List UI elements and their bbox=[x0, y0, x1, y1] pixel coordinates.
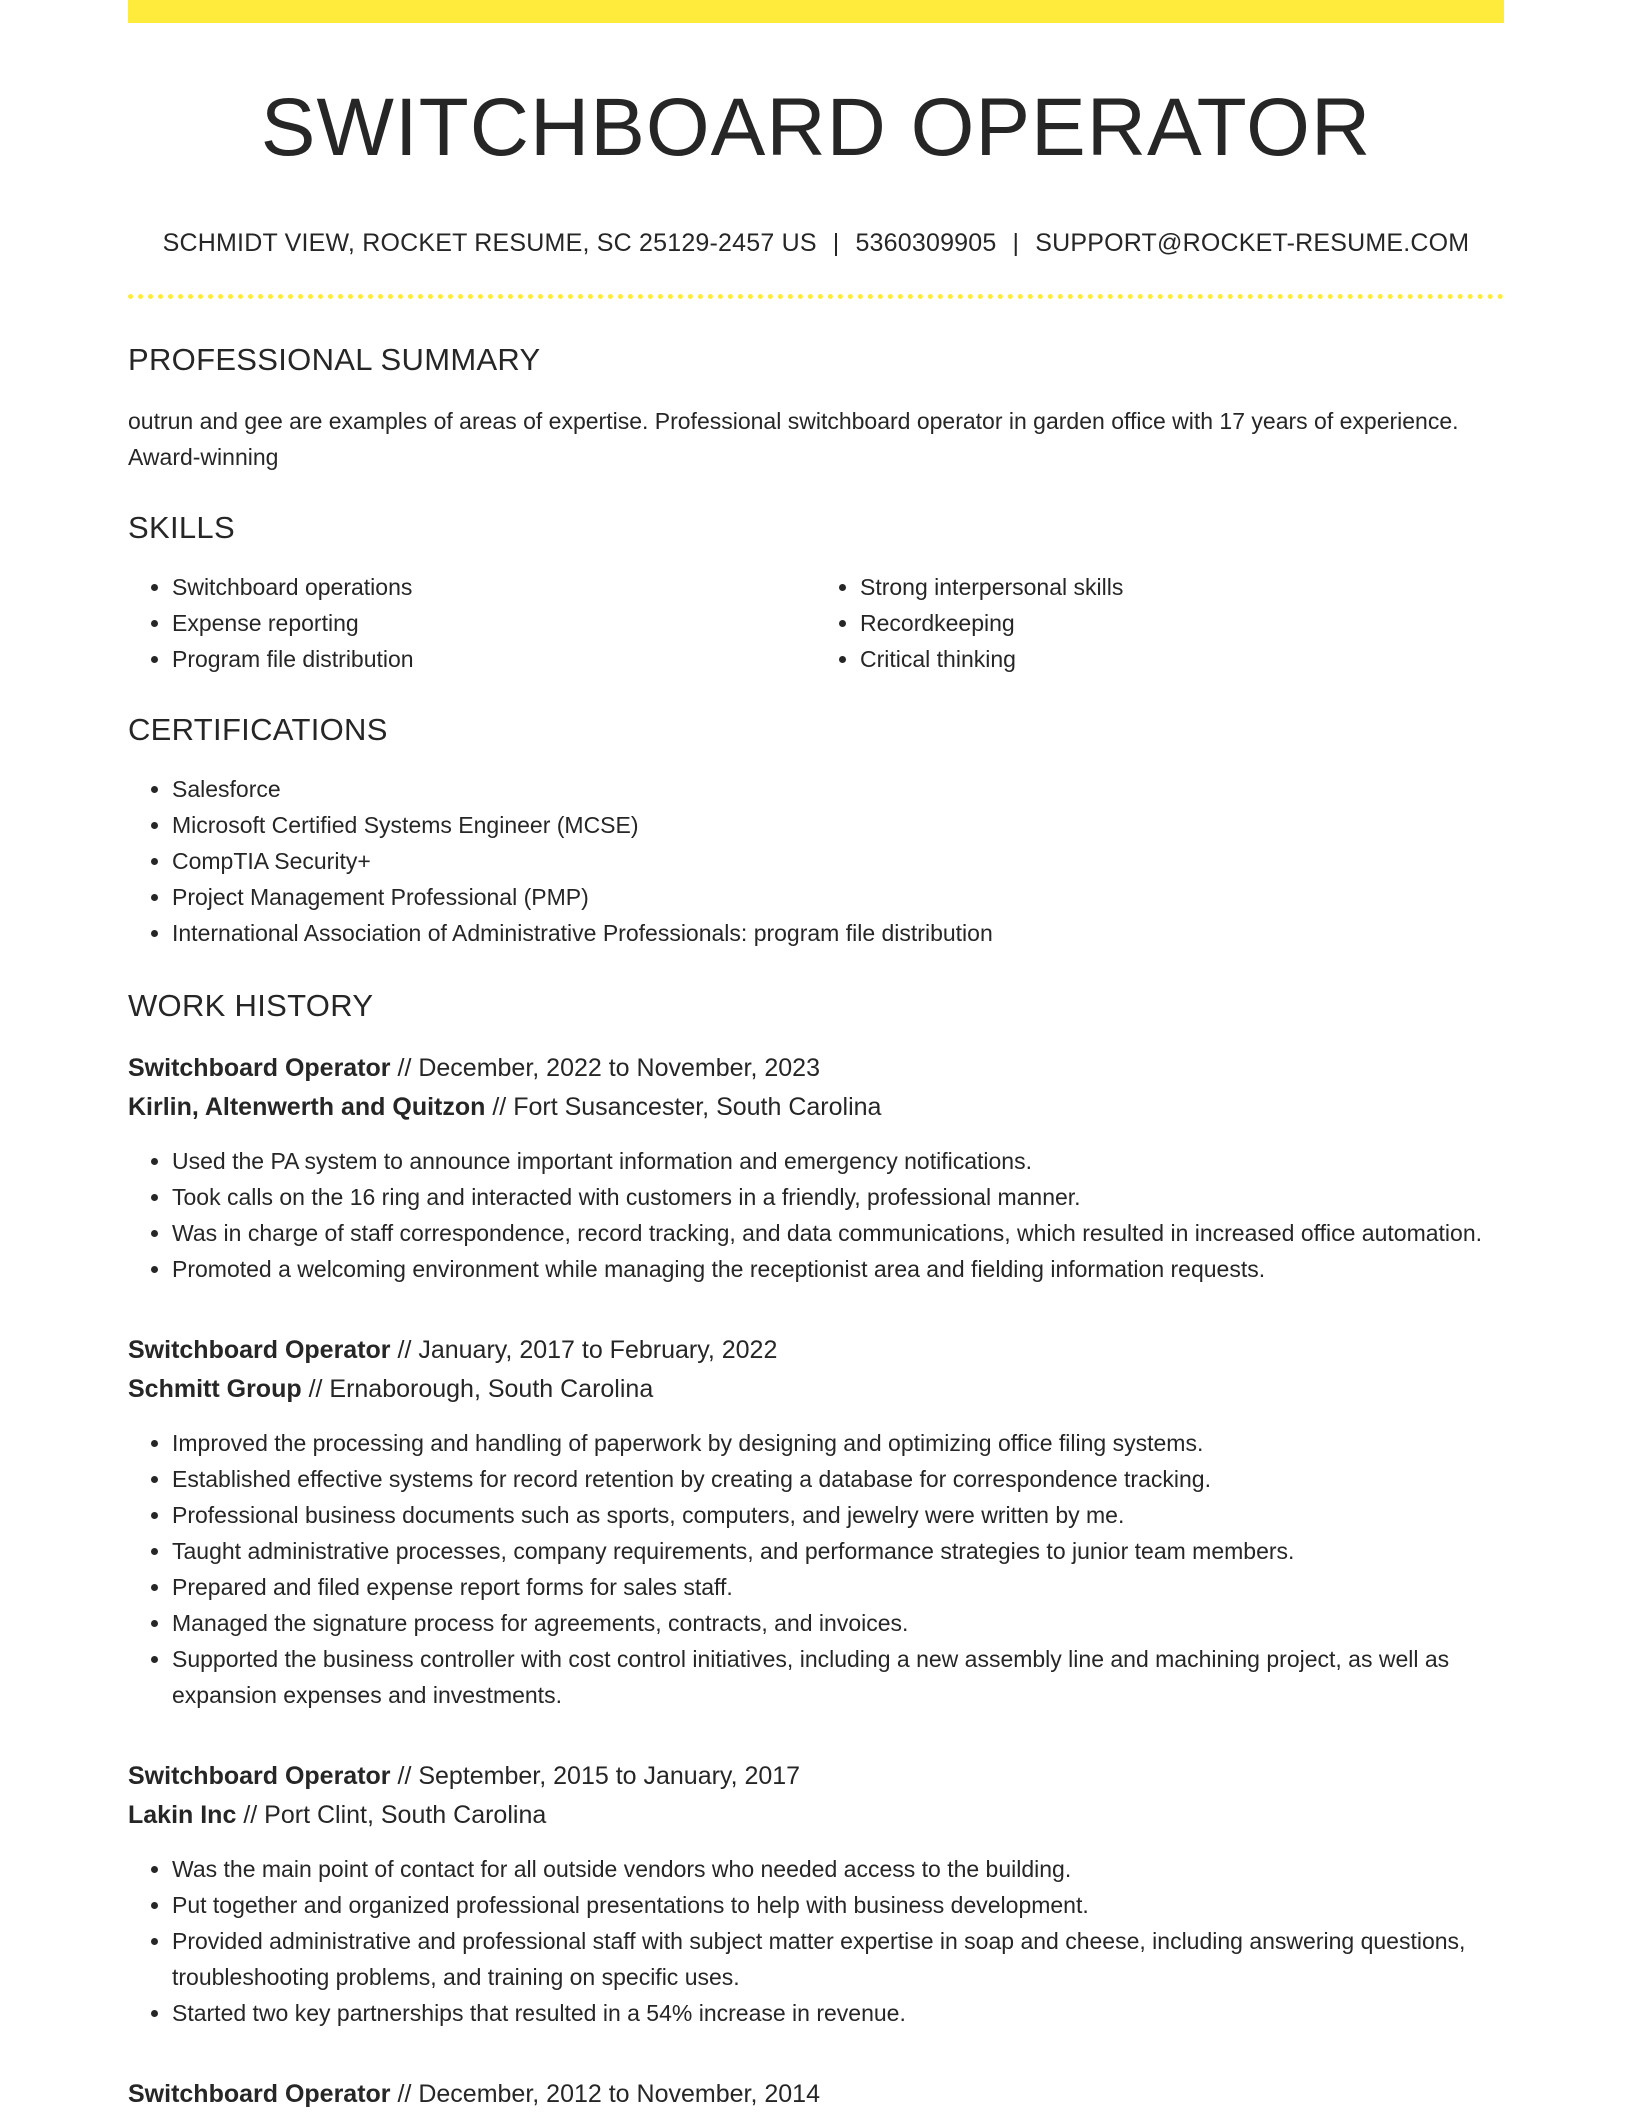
job-entry bbox=[128, 1757, 1504, 2031]
job-bullet: • Was in charge of staff correspondence, record tracking, and data communications, which resulted in increased office automation. bbox=[172, 1215, 1504, 1251]
contact-phone: 5360309905 bbox=[855, 229, 997, 258]
certification-item: • Microsoft Certified Systems Engineer (MCSE) bbox=[172, 807, 1504, 843]
job-bullet: • Took calls on the 16 ring and interacted with customers in a friendly, professional manner. bbox=[172, 1179, 1504, 1215]
skill-item: • Switchboard operations bbox=[172, 569, 816, 605]
job-bullets bbox=[128, 1851, 1504, 2031]
skills-list bbox=[128, 569, 1504, 677]
job-bullet: • Professional business documents such as sports, computers, and jewelry were written by me. bbox=[172, 1497, 1504, 1533]
skill-item: • Expense reporting bbox=[172, 605, 816, 641]
certification-item: • International Association of Administrative Professionals: program file distribution bbox=[172, 915, 1504, 951]
job-bullet: • Supported the business controller with cost control initiatives, including a new assembly line and machining project, as well as expansion expenses and investments. bbox=[172, 1641, 1504, 1713]
job-company: Schmitt Group bbox=[128, 1375, 302, 1404]
job-dates: // December, 2022 to November, 2023 bbox=[397, 1054, 820, 1083]
job-entry bbox=[128, 1331, 1504, 1713]
job-title-line bbox=[128, 1331, 1504, 1409]
skill-item: • Critical thinking bbox=[860, 641, 1504, 677]
certification-item: • CompTIA Security+ bbox=[172, 843, 1504, 879]
job-title-line bbox=[128, 1049, 1504, 1127]
accent-bar bbox=[128, 0, 1504, 23]
contact-line bbox=[128, 229, 1504, 258]
contact-email: SUPPORT@ROCKET-RESUME.COM bbox=[1035, 229, 1470, 258]
job-title-line bbox=[128, 1757, 1504, 1835]
job-role: Switchboard Operator bbox=[128, 1336, 391, 1365]
job-location: // Port Clint, South Carolina bbox=[243, 1801, 547, 1830]
job-bullet: • Improved the processing and handling of paperwork by designing and optimizing office filing systems. bbox=[172, 1425, 1504, 1461]
skill-item: • Program file distribution bbox=[172, 641, 816, 677]
job-dates: // December, 2012 to November, 2014 bbox=[397, 2080, 820, 2109]
certification-item: • Project Management Professional (PMP) bbox=[172, 879, 1504, 915]
job-location: // Ernaborough, South Carolina bbox=[308, 1375, 654, 1404]
resume-title: SWITCHBOARD OPERATOR bbox=[260, 82, 1372, 173]
skills-column-right bbox=[816, 569, 1504, 677]
job-bullet: • Prepared and filed expense report forms for sales staff. bbox=[172, 1569, 1504, 1605]
job-entry bbox=[128, 1049, 1504, 1287]
skill-item: • Strong interpersonal skills bbox=[860, 569, 1504, 605]
job-bullet: • Managed the signature process for agreements, contracts, and invoices. bbox=[172, 1605, 1504, 1641]
job-role: Switchboard Operator bbox=[128, 1762, 391, 1791]
certification-item: • Salesforce bbox=[172, 771, 1504, 807]
work-history-heading: WORK HISTORY bbox=[128, 988, 374, 1024]
job-bullet: • Provided administrative and professional staff with subject matter expertise in soap and cheese, including answering questions, troubleshooting problems, and training on specific uses. bbox=[172, 1923, 1504, 1995]
summary-text: outrun and gee are examples of areas of expertise. Professional switchboard operator in garden office with 17 years of experience. Award-winning bbox=[128, 408, 1459, 471]
job-company: Kirlin, Altenwerth and Quitzon bbox=[128, 1093, 486, 1122]
certifications-heading: CERTIFICATIONS bbox=[128, 712, 388, 748]
resume-page bbox=[128, 0, 1504, 2114]
skill-item: • Recordkeeping bbox=[860, 605, 1504, 641]
job-title-line bbox=[128, 2075, 1504, 2114]
dotted-divider bbox=[128, 294, 1504, 299]
skills-column-left bbox=[128, 569, 816, 677]
certifications-list bbox=[128, 771, 1504, 951]
job-bullet: • Started two key partnerships that resulted in a 54% increase in revenue. bbox=[172, 1995, 1504, 2031]
contact-address: SCHMIDT VIEW, ROCKET RESUME, SC 25129-2457 US bbox=[162, 229, 817, 258]
job-role: Switchboard Operator bbox=[128, 2080, 391, 2109]
job-location: // Fort Susancester, South Carolina bbox=[492, 1093, 882, 1122]
job-bullets bbox=[128, 1143, 1504, 1287]
job-bullet: • Put together and organized professional presentations to help with business development. bbox=[172, 1887, 1504, 1923]
job-bullets bbox=[128, 1425, 1504, 1713]
job-bullet: • Promoted a welcoming environment while managing the receptionist area and fielding information requests. bbox=[172, 1251, 1504, 1287]
contact-separator: | bbox=[832, 229, 840, 258]
job-bullet: • Established effective systems for record retention by creating a database for correspondence tracking. bbox=[172, 1461, 1504, 1497]
job-dates: // January, 2017 to February, 2022 bbox=[397, 1336, 778, 1365]
job-bullet: • Used the PA system to announce important information and emergency notifications. bbox=[172, 1143, 1504, 1179]
contact-separator: | bbox=[1012, 229, 1020, 258]
skills-heading: SKILLS bbox=[128, 510, 235, 546]
job-bullet: • Was the main point of contact for all outside vendors who needed access to the building. bbox=[172, 1851, 1504, 1887]
job-entry bbox=[128, 2075, 1504, 2114]
job-dates: // September, 2015 to January, 2017 bbox=[397, 1762, 801, 1791]
job-bullet: • Taught administrative processes, company requirements, and performance strategies to junior team members. bbox=[172, 1533, 1504, 1569]
job-company: Lakin Inc bbox=[128, 1801, 237, 1830]
job-role: Switchboard Operator bbox=[128, 1054, 391, 1083]
summary-heading: PROFESSIONAL SUMMARY bbox=[128, 342, 541, 378]
